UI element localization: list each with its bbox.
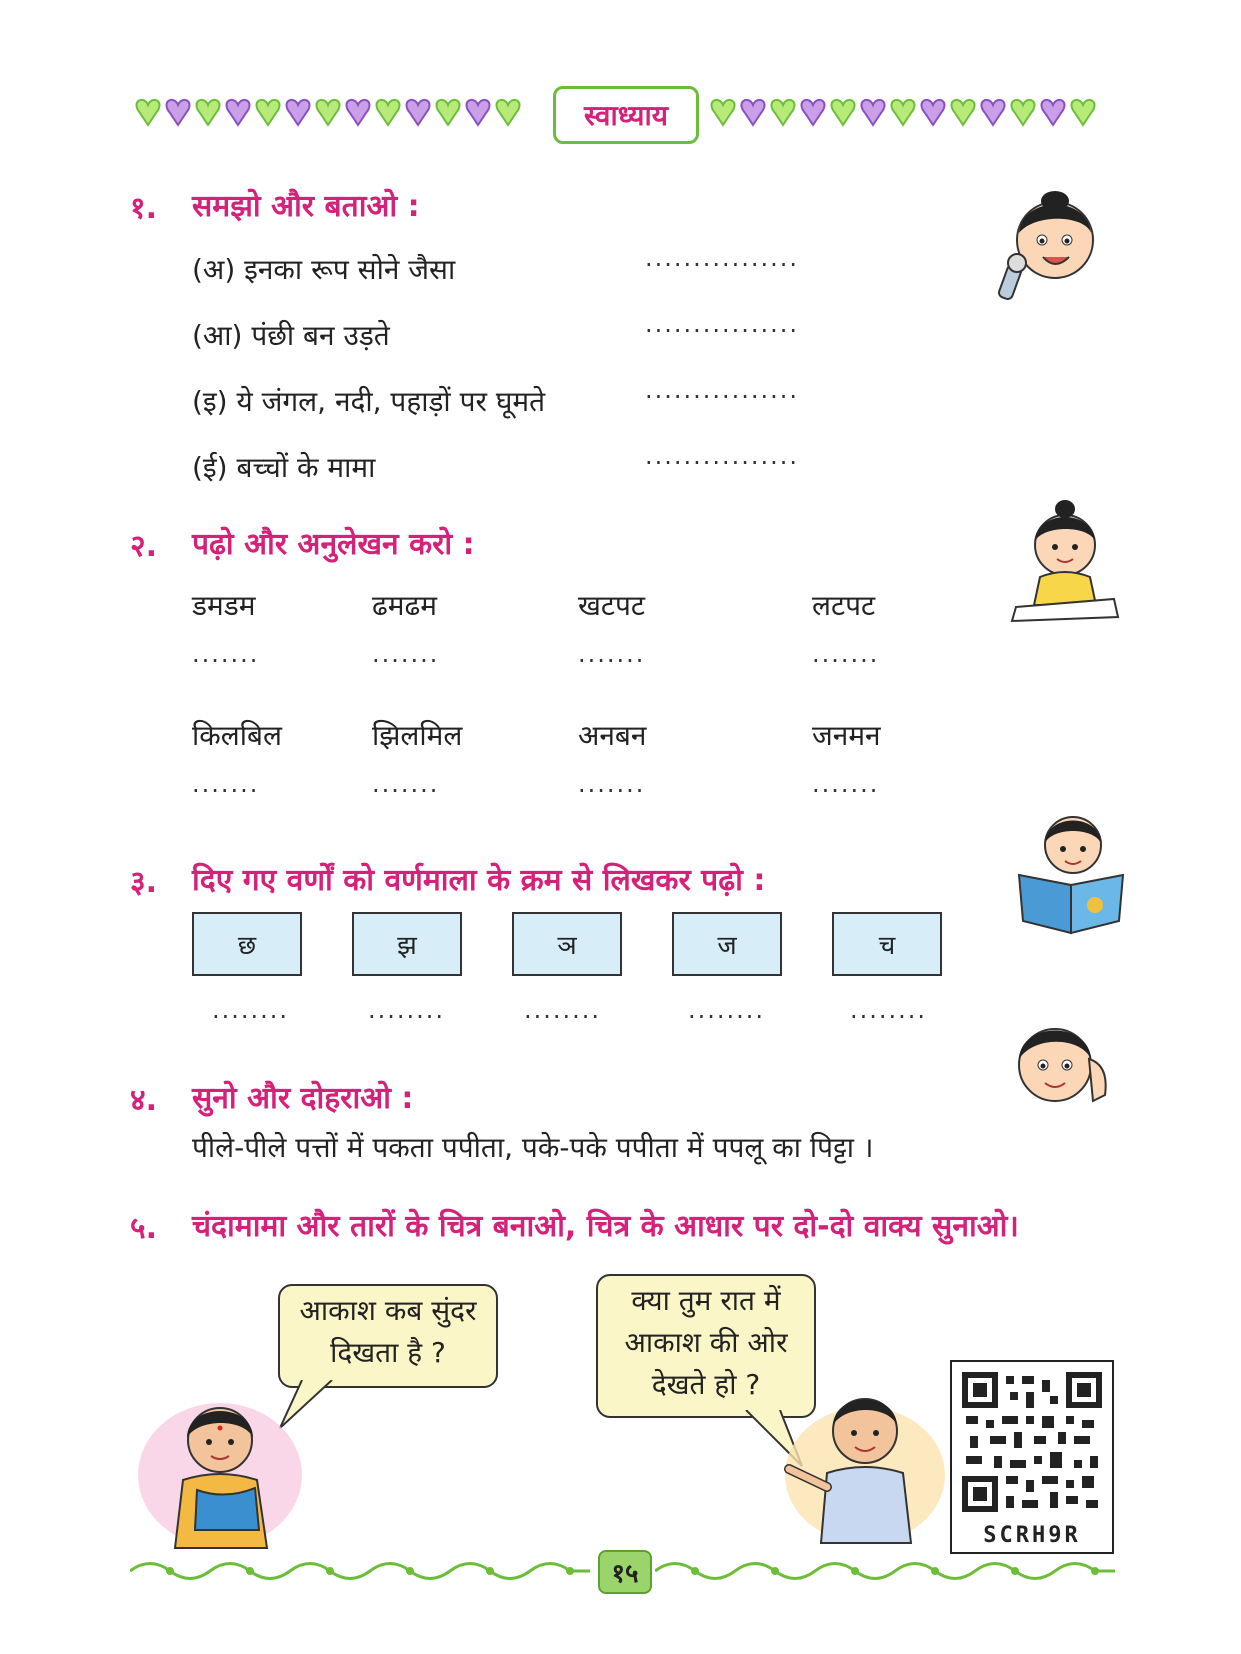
girl-with-mic-illustration [995, 185, 1105, 315]
qr-code-label: SCRH9R [983, 1523, 1081, 1548]
q4-tongue-twister: पीले-पीले पत्तों में पकता पपीता, पके-पके पपीता में पपलू का पिट्टा । [192, 1131, 874, 1164]
q3-number: ३. [130, 865, 157, 900]
q3-letter-1: छ [237, 931, 257, 961]
q3-blank-3[interactable]: ........ [524, 996, 602, 1024]
q1-blank-a[interactable]: ................ [645, 244, 800, 272]
q3-blank-5[interactable]: ........ [850, 996, 928, 1024]
q3-blank-1[interactable]: ........ [212, 996, 290, 1024]
q2-number: २. [130, 529, 157, 564]
q2-word-3: खटपट [578, 589, 646, 622]
girl-on-phone-illustration [135, 1380, 305, 1550]
q2-word-8: जनमन [812, 719, 881, 752]
q3-letter-5: च [878, 931, 896, 961]
q3-blank-2[interactable]: ........ [368, 996, 446, 1024]
q1-item-a: (अ) इनका रूप सोने जैसा [192, 253, 456, 286]
q1-blank-ii[interactable]: ................ [645, 442, 800, 470]
q2-blank-8[interactable]: ....... [812, 770, 880, 798]
q3-letter-box-1 [192, 912, 302, 976]
q1-item-aa: (आ) पंछी बन उड़ते [192, 319, 390, 352]
qr-code[interactable] [950, 1360, 1114, 1554]
q2-title: पढ़ो और अनुलेखन करो : [192, 527, 475, 562]
qr-pattern [962, 1372, 1102, 1512]
girl-bubble-line-2: दिखता है ? [330, 1336, 446, 1369]
header-border-left [130, 95, 540, 131]
q2-blank-7[interactable]: ....... [578, 770, 646, 798]
q3-title: दिए गए वर्णों को वर्णमाला के क्रम से लिखकर पढ़ो : [192, 863, 766, 898]
boy-pointing-illustration [775, 1375, 945, 1545]
q5-number: ५. [130, 1211, 157, 1246]
q2-word-5: किलबिल [192, 719, 282, 752]
q1-blank-i[interactable]: ................ [645, 376, 800, 404]
page-number: १५ [598, 1550, 652, 1594]
q3-letter-4: ज [717, 931, 737, 961]
q3-letter-2: झ [397, 931, 417, 961]
q2-word-4: लटपट [812, 589, 876, 622]
q2-blank-1[interactable]: ....... [192, 640, 260, 668]
q3-letter-box-5 [832, 912, 942, 976]
q3-letter-3: ञ [557, 931, 577, 961]
q3-letter-box-3 [512, 912, 622, 976]
section-title: स्वाध्याय [553, 86, 699, 144]
q2-blank-2[interactable]: ....... [372, 640, 440, 668]
q2-word-2: ढमढम [372, 589, 438, 622]
girl-reading-illustration [1015, 805, 1125, 935]
girl-writing-illustration [1010, 495, 1120, 625]
boy-bubble-line-1: क्या तुम रात में [631, 1284, 781, 1317]
q3-blank-4[interactable]: ........ [688, 996, 766, 1024]
q1-number: १. [130, 191, 157, 226]
footer-vine-left [130, 1556, 590, 1586]
q1-title: समझो और बताओ : [192, 189, 420, 224]
q4-title: सुनो और दोहराओ : [192, 1081, 414, 1116]
q2-blank-6[interactable]: ....... [372, 770, 440, 798]
boy-listening-illustration [1005, 1015, 1115, 1125]
q2-word-1: डमडम [192, 589, 256, 622]
girl-speech-bubble [278, 1284, 498, 1388]
q1-item-ii: (ई) बच्चों के मामा [192, 451, 376, 484]
q2-word-7: अनबन [578, 719, 647, 752]
q1-blank-aa[interactable]: ................ [645, 310, 800, 338]
q3-letter-box-4 [672, 912, 782, 976]
q4-number: ४. [130, 1083, 157, 1118]
footer-vine-right [655, 1556, 1115, 1586]
q3-letter-box-2 [352, 912, 462, 976]
header-border-right [705, 95, 1115, 131]
q2-word-6: झिलमिल [372, 719, 463, 752]
q2-blank-5[interactable]: ....... [192, 770, 260, 798]
boy-bubble-line-2: आकाश की ओर [624, 1326, 788, 1359]
q2-blank-3[interactable]: ....... [578, 640, 646, 668]
girl-bubble-line-1: आकाश कब सुंदर [299, 1294, 477, 1327]
q2-blank-4[interactable]: ....... [812, 640, 880, 668]
boy-bubble-line-3: देखते हो ? [651, 1368, 761, 1401]
q5-title: चंदामामा और तारों के चित्र बनाओ, चित्र के आधार पर दो-दो वाक्य सुनाओ। [192, 1209, 1019, 1244]
q1-item-i: (इ) ये जंगल, नदी, पहाड़ों पर घूमते [192, 385, 546, 418]
